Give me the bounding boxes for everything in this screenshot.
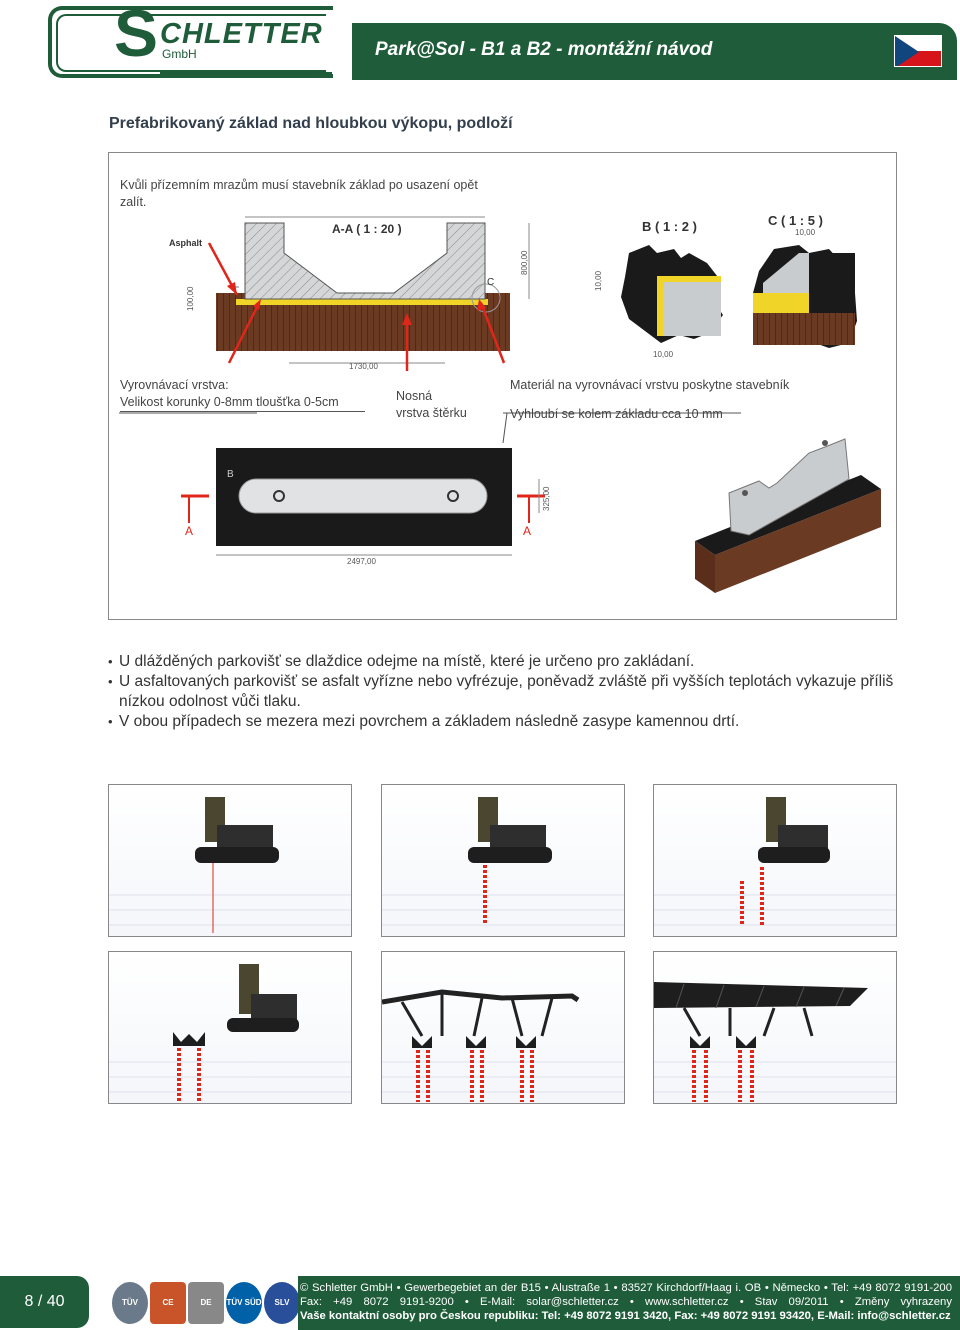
gravel-layer-line2: vrstva štěrku	[396, 406, 467, 420]
dim-2497: 2497,00	[347, 557, 376, 566]
certification-logos	[112, 1279, 298, 1329]
render-step-1	[108, 784, 352, 937]
de-cert-icon: DE	[188, 1282, 224, 1324]
detail-c-label: C ( 1 : 5 )	[768, 213, 823, 228]
document-title-bar	[352, 23, 957, 80]
document-title: Park@Sol - B1 a B2 - montážní návod	[375, 39, 713, 60]
instruction-item: • V obou případech se mezera mezi povrchem a základem následně zasype kamennou drtí.	[108, 712, 898, 732]
marker-a-left: A	[185, 524, 194, 538]
instruction-item: • U asfaltovaných parkovišť se asfalt vyřízne nebo vyfrézuje, poněvadž zvláště při vyšších teplotách vykazuje příliš nízkou odolnost vůči tlaku.	[108, 672, 898, 712]
footer-contact	[298, 1276, 960, 1330]
marker-a-right: A	[523, 524, 532, 538]
material-note: Materiál na vyrovnávací vrstvu poskytne stavebník	[510, 378, 790, 392]
top-view	[181, 448, 545, 555]
tuv-sud-cert-icon: TÜV SÜD	[226, 1282, 262, 1324]
footer-fax-email: Fax: +49 8072 9191-9200 • E-Mail: solar@schletter.cz • www.schletter.cz • Stav 09/2011 • Změny vyhrazeny	[300, 1296, 952, 1308]
logo-initial: S	[114, 0, 159, 70]
leveling-layer-title: Vyrovnávací vrstva:	[120, 378, 229, 392]
section-title: Prefabrikovaný základ nad hloubkou výkopu, podloží	[109, 115, 513, 132]
dim-10-b: 10,00	[594, 270, 603, 291]
dim-10-d: 10,00	[653, 350, 674, 359]
isometric-foundation	[695, 439, 881, 593]
render-step-5	[381, 951, 625, 1104]
detail-b-label: B ( 1 : 2 )	[642, 219, 697, 234]
gravel-layer-line1: Nosná	[396, 389, 433, 403]
render-step-4	[108, 951, 352, 1104]
logo-wordmark: CHLETTER	[160, 18, 323, 50]
instruction-list	[108, 652, 898, 732]
frost-note: Kvůli přízemním mrazům musí stavebník základ po usazení opět zalít.	[120, 178, 478, 209]
detail-b	[621, 245, 723, 343]
leveling-layer-detail: Velikost korunky 0-8mm tloušťka 0-5cm	[120, 395, 339, 409]
dim-800: 800,00	[520, 250, 529, 275]
instruction-item: • U dlážděných parkovišť se dlaždice odejme na místě, které je určeno pro zakládaní.	[108, 652, 898, 672]
dim-1730: 1730,00	[349, 362, 378, 371]
ce-cert-icon: CE	[150, 1282, 186, 1324]
page-number: 8 / 40	[0, 1276, 89, 1328]
slv-cert-icon: SLV	[264, 1282, 300, 1324]
render-step-2	[381, 784, 625, 937]
footer-address: © Schletter GmbH • Gewerbegebiet an der B15 • Alustraße 1 • 83527 Kirchdorf/Haag i. OB • Německo • Tel: +49 8072 9191-200	[300, 1282, 952, 1294]
render-step-6	[653, 951, 897, 1104]
asphalt-label: Asphalt	[169, 238, 203, 248]
tuv-cert-icon: TÜV	[112, 1282, 148, 1324]
czech-flag-icon	[894, 35, 942, 67]
marker-b: B	[227, 469, 234, 480]
dim-100: 100,00	[186, 286, 195, 311]
section-a-a-label: A-A ( 1 : 20 )	[332, 222, 402, 236]
gravel-layer-label	[396, 388, 506, 422]
dim-325: 325,00	[542, 486, 551, 511]
render-step-3	[653, 784, 897, 937]
logo-gmbh: GmbH	[162, 47, 197, 61]
detail-c	[753, 245, 857, 348]
excavation-note: Vyhloubí se kolem základu cca 10 mm	[510, 407, 723, 421]
marker-c: C	[487, 277, 495, 288]
foundation-drawing	[108, 152, 897, 620]
logo-underline	[160, 72, 332, 76]
schletter-logo	[48, 0, 333, 78]
leveling-layer-label	[120, 377, 365, 412]
footer-cz-contact: Vaše kontaktní osoby pro Českou republiku: Tel: +49 8072 9191 3420, Fax: +49 8072 9191 93420, E-Mail: info@schletter.cz	[300, 1310, 951, 1322]
dim-10-c: 10,00	[795, 228, 816, 237]
